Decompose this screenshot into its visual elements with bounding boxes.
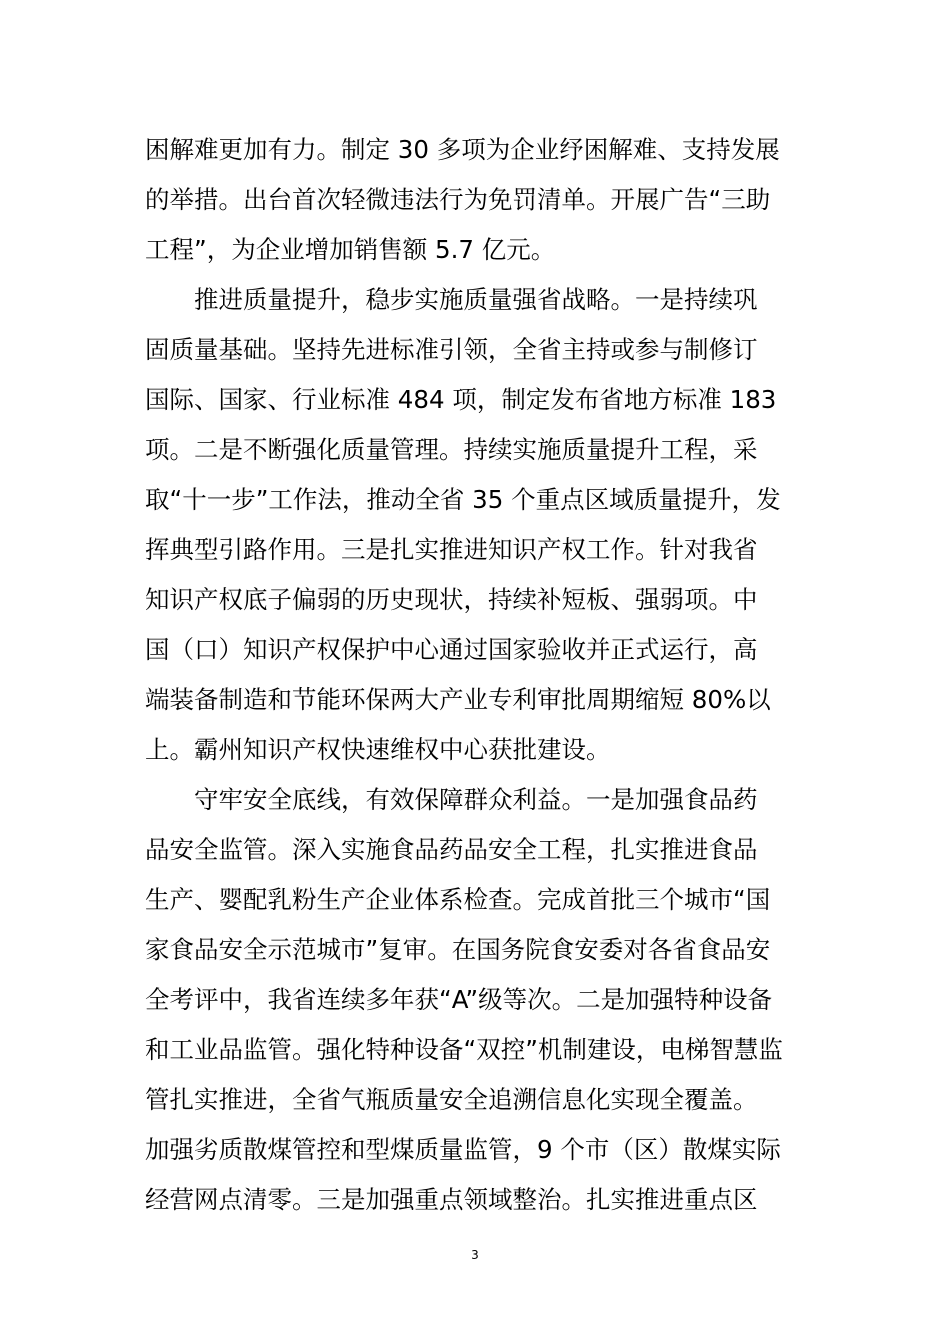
- body-line: 困解难更加有力。制定 30 多项为企业纾困解难、支持发展: [145, 135, 780, 164]
- body-line: 国际、国家、行业标准 484 项，制定发布省地方标准 183: [145, 385, 777, 414]
- body-line: 全考评中，我省连续多年获“A”级等次。二是加强特种设备: [145, 985, 773, 1014]
- body-line: 和工业品监管。强化特种设备“双控”机制建设，电梯智慧监: [145, 1035, 783, 1064]
- body-line: 家食品安全示范城市”复审。在国务院食安委对各省食品安: [145, 935, 771, 964]
- body-line: 管扎实推进，全省气瓶质量安全追溯信息化实现全覆盖。: [145, 1085, 758, 1114]
- paragraph-start-line: 推进质量提升，稳步实施质量强省战略。一是持续巩: [194, 285, 758, 314]
- page-number: 3: [471, 1248, 479, 1262]
- body-line: 项。二是不断强化质量管理。持续实施质量提升工程，采: [145, 435, 758, 464]
- body-line: 生产、婴配乳粉生产企业体系检查。完成首批三个城市“国: [145, 885, 771, 914]
- body-line: 加强劣质散煤管控和型煤质量监管，9 个市（区）散煤实际: [145, 1135, 781, 1164]
- body-line: 国（口）知识产权保护中心通过国家验收并正式运行，高: [145, 635, 758, 664]
- body-line: 的举措。出台首次轻微违法行为免罚清单。开展广告“三助: [145, 185, 771, 214]
- body-line: 经营网点清零。三是加强重点领域整治。扎实推进重点区: [145, 1185, 758, 1214]
- body-line: 品安全监管。深入实施食品药品安全工程，扎实推进食品: [145, 835, 758, 864]
- body-line: 上。霸州知识产权快速维权中心获批建设。: [145, 735, 611, 764]
- body-line: 知识产权底子偏弱的历史现状，持续补短板、强弱项。中: [145, 585, 758, 614]
- paragraph-start-line: 守牢安全底线，有效保障群众利益。一是加强食品药: [194, 785, 758, 814]
- body-line: 固质量基础。坚持先进标准引领，全省主持或参与制修订: [145, 335, 758, 364]
- body-line: 端装备制造和节能环保两大产业专利审批周期缩短 80%以: [145, 685, 771, 714]
- body-line: 挥典型引路作用。三是扎实推进知识产权工作。针对我省: [145, 535, 758, 564]
- body-line: 工程”，为企业增加销售额 5.7 亿元。: [145, 235, 556, 264]
- body-line: 取“十一步”工作法，推动全省 35 个重点区域质量提升，发: [145, 485, 781, 514]
